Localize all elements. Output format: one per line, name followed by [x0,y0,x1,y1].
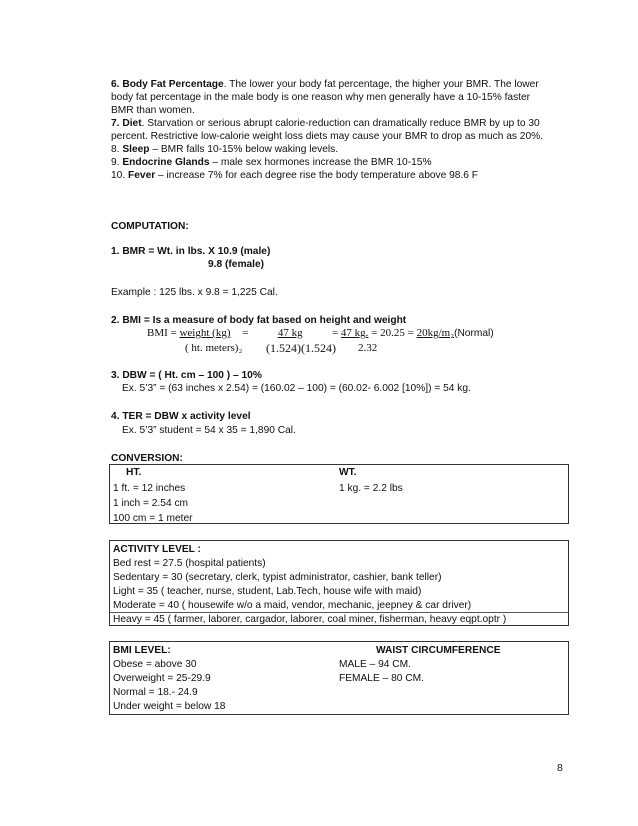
dbw-example: Ex. 5’3” = (63 inches x 2.54) = (160.02 – 100) = (60.02- 6.002 [10%]) = 54 kg. [122,383,471,394]
bmi-level-heading: BMI LEVEL: [113,645,171,656]
bmi-level-row: Overweight = 25-29.9 [113,673,211,684]
factor-8-line: 8. Sleep – BMR falls 10-15% below waking levels. [111,144,339,155]
waist-row: FEMALE – 80 CM. [339,673,424,684]
ht-row: 100 cm = 1 meter [113,513,193,524]
bmi-unit: 20kg/m₂ [416,327,455,339]
activity-row: Moderate = 40 ( housewife w/o a maid, vendor, mechanic, jeepney & car driver) [113,600,472,611]
factor-7-line-1: 7. Diet. Starvation or serious abrupt calorie-reduction can dramatically reduce BMR by up to 30 [111,118,540,129]
conversion-table [109,464,569,524]
waist-row: MALE – 94 CM. [339,659,411,670]
computation-heading: COMPUTATION: [111,221,189,232]
factor-6-line-2: body fat percentage in the male body is one reason why men generally have a 10-15% faster [111,92,531,103]
ht-row: 1 inch = 2.54 cm [113,498,189,509]
waist-heading: WAIST CIRCUMFERENCE [376,645,501,656]
activity-row: Heavy = 45 ( farmer, laborer, cargador, laborer, coal miner, fisherman, heavy eqpt.optr ) [113,614,507,625]
bmi-normal: (Normal) [454,328,494,339]
bmi-level-table [109,641,569,715]
bmi-denominator-3: 2.32 [358,342,378,354]
ht-column-header: HT. [126,467,142,478]
bmi-level-row: Normal = 18.- 24.9 [113,687,198,698]
factor-6-title: 6. Body Fat Percentage [111,79,224,90]
ht-row: 1 ft. = 12 inches [113,483,186,494]
factor-6-line-1: 6. Body Fat Percentage. The lower your body fat percentage, the higher your BMR. The lower [111,79,539,90]
bmr-formula: 1. BMR = Wt. in lbs. X 10.9 (male) [111,246,271,257]
conversion-heading: CONVERSION: [111,453,183,464]
activity-row: Sedentary = 30 (secretary, clerk, typist administrator, cashier, bank teller) [113,572,442,583]
activity-row: Bed rest = 27.5 (hospital patients) [113,558,266,569]
ter-heading: 4. TER = DBW x activity level [111,411,251,422]
factor-7-title: 7. Diet [111,118,142,129]
bmr-female: 9.8 (female) [208,259,265,270]
bmr-example: Example : 125 lbs. x 9.8 = 1,225 Cal. [111,287,278,298]
bmi-level-row: Under weight = below 18 [113,701,226,712]
bmi-denominator-1: ( ht. meters)₂ [185,342,243,354]
bmi-level-row: Obese = above 30 [113,659,197,670]
factor-7-line-2: percent. Restrictive low-calorie weight loss diets may cause your BMR to drop as much as 20%. [111,131,544,142]
bmi-formula-line: BMI = weight (kg) = 47 kg = 47 kg. = 20.25 = 20kg/m₂(Normal) [147,327,494,339]
bmi-kg2-numerator: 47 kg. [340,327,369,339]
wt-row: 1 kg. = 2.2 lbs [339,483,403,494]
activity-row: Light = 35 ( teacher, nurse, student, Lab.Tech, house wife with maid) [113,586,422,597]
activity-level-table [109,540,569,626]
bmi-result: 20.25 = [380,327,414,339]
bmi-weight-numerator: weight (kg) [179,327,231,339]
factor-6-line-3: BMR than women. [111,105,195,116]
activity-heading: ACTIVITY LEVEL : [113,544,201,555]
page-number: 8 [557,762,563,774]
dbw-heading: 3. DBW = ( Ht. cm – 100 ) – 10% [111,370,262,381]
factor-10-line: 10. Fever – increase 7% for each degree rise the body temperature above 98.6 F [111,170,478,181]
bmi-kg-numerator: 47 kg [277,327,303,339]
wt-column-header: WT. [339,467,357,478]
bmi-heading: 2. BMI = Is a measure of body fat based on height and weight [111,315,407,326]
factor-9-line: 9. Endocrine Glands – male sex hormones increase the BMR 10-15% [111,157,432,168]
ter-example: Ex. 5’3” student = 54 x 35 = 1,890 Cal. [122,425,296,436]
bmi-denominator-2: (1.524)(1.524) [266,341,336,355]
